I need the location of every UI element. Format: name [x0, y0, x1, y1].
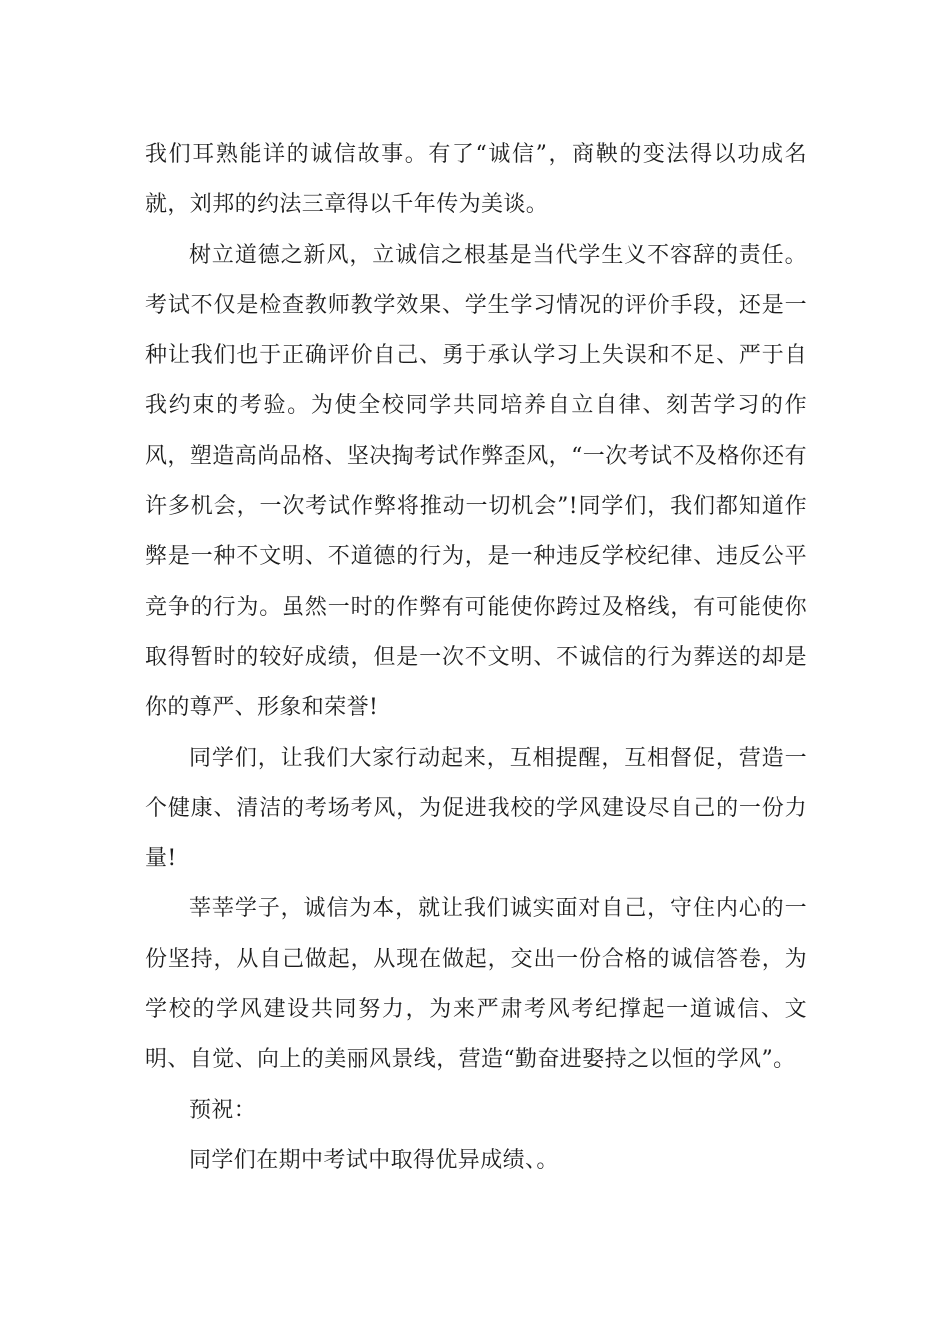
paragraph-students-integrity: 莘莘学子，诚信为本，就让我们诚实面对自己，守住内心的一份坚持，从自己做起，从现在做起，交出一份合格的诚信答卷，为学校的学风建设共同努力，为来严肃考风考纪撑起一道诚信、文明、自觉、向上的美丽风景线，营造“勤奋进娶持之以恒的学风”。 [145, 896, 807, 1073]
paragraph-continuation: 我们耳熟能详的诚信故事。有了“诚信”，商鞅的变法得以功成名就，刘邦的约法三章得以千年传为美谈。 [145, 142, 807, 218]
paragraph-wish-heading: 预祝： [189, 1097, 257, 1123]
paragraph-integrity-responsibility: 树立道德之新风，立诚信之根基是当代学生义不容辞的责任。考试不仅是检查教师教学效果、学生学习情况的评价手段，还是一种让我们也于正确评价自己、勇于承认学习上失误和不足、严于自我约束的考验。为使全校同学共同培养自立自律、刻苦学习的作风，塑造高尚品格、坚决掏考试作弊歪风，“一次考试不及格你还有许多机会，一次考试作弊将推动一切机会”!同学们，我们都知道作弊是一种不文明、不道德的行为，是一种违反学校纪律、违反公平竞争的行为。虽然一时的作弊有可能使你跨过及格线，有可能使你取得暂时的较好成绩，但是一次不文明、不诚信的行为葬送的却是你的尊严、形象和荣誉! [145, 242, 807, 721]
paragraph-call-to-action: 同学们，让我们大家行动起来，互相提醒，互相督促，营造一个健康、清洁的考场考风，为促进我校的学风建设尽自己的一份力量! [145, 745, 807, 872]
paragraph-wish: 同学们在期中考试中取得优异成绩、。 [189, 1147, 559, 1173]
document-body [145, 130, 807, 1186]
